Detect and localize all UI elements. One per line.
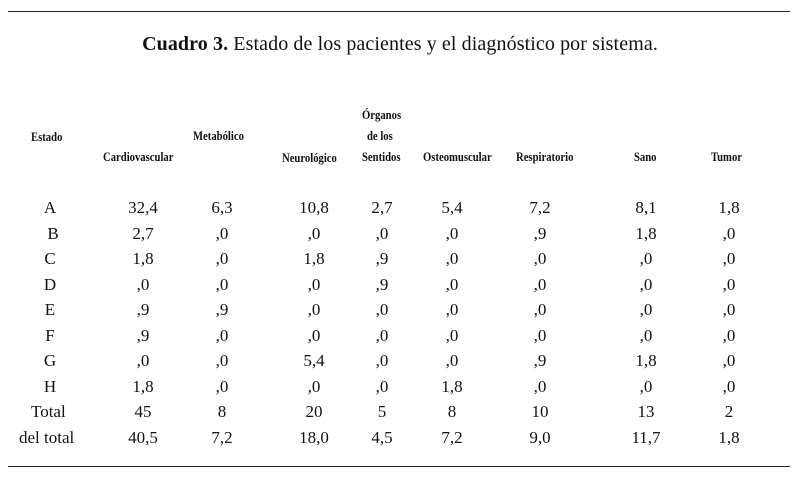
table-cell: 8 [447, 402, 457, 421]
table-cell: 8,1 [635, 198, 657, 217]
header-cardiovascular: Cardiovascular [103, 149, 174, 164]
table-cell: ,9 [215, 300, 229, 319]
table-cell: ,0 [445, 249, 459, 268]
table-cell: 1,8 [718, 198, 740, 217]
table-cell: ,0 [639, 249, 653, 268]
table-cell: ,0 [533, 300, 547, 319]
table-cell: ,0 [375, 376, 389, 396]
table-cell: 9,0 [529, 427, 551, 447]
table-cell: 5 [377, 402, 387, 421]
table-cell: 1,8 [635, 223, 657, 243]
table-cell: ,0 [215, 325, 229, 345]
table-cell: ,0 [307, 223, 321, 243]
table-cell: ,0 [445, 300, 459, 319]
table-cell: ,0 [215, 274, 229, 294]
row-label: E [44, 300, 56, 319]
table-cell: ,9 [136, 300, 150, 319]
table-cell: ,0 [215, 223, 229, 243]
table-cell: ,0 [639, 274, 653, 294]
table-cell: ,0 [722, 274, 736, 294]
table-cell: ,0 [375, 325, 389, 345]
table-cell: 1,8 [635, 351, 657, 370]
table-cell: ,0 [445, 274, 459, 294]
bottom-rule [8, 466, 790, 467]
table-cell: 5,4 [303, 351, 325, 370]
table-cell: ,0 [136, 274, 150, 294]
table-cell: ,9 [533, 351, 547, 370]
row-label: B [47, 223, 59, 243]
table-cell: 8 [217, 402, 227, 421]
table-cell: 11,7 [631, 427, 661, 447]
table-cell: 1,8 [132, 376, 154, 396]
row-label: A [43, 198, 57, 217]
table-cell: ,0 [722, 325, 736, 345]
table-cell: ,0 [722, 376, 736, 396]
table-cell: 2,7 [371, 198, 393, 217]
table-cell: ,0 [307, 274, 321, 294]
table-cell: ,0 [136, 351, 150, 370]
table-cell: 13 [637, 402, 655, 421]
table-cell: 45 [134, 402, 152, 421]
table-cell: 1,8 [441, 376, 463, 396]
table-cell: ,0 [533, 249, 547, 268]
table-cell: 40,5 [128, 427, 158, 447]
table-cell: ,0 [307, 300, 321, 319]
table-cell: ,0 [533, 274, 547, 294]
title-label: Cuadro 3. [142, 33, 229, 55]
header-respiratorio: Respiratorio [516, 149, 574, 164]
table-cell: 7,2 [529, 198, 551, 217]
table-cell: ,0 [375, 300, 389, 319]
table-cell: 10,8 [299, 198, 329, 217]
table-cell: ,9 [375, 249, 389, 268]
table-cell: 2,7 [132, 223, 154, 243]
row-label: Total [31, 402, 66, 421]
table-cell: ,0 [533, 376, 547, 396]
table-cell: 6,3 [211, 198, 233, 217]
table-cell: ,0 [533, 325, 547, 345]
table-cell: ,0 [445, 223, 459, 243]
table-cell: 5,4 [441, 198, 463, 217]
row-label: D [43, 274, 57, 294]
row-label: del total [19, 427, 75, 447]
title-text: Estado de los pacientes y el diagnóstico por sistema. [233, 33, 658, 55]
table-cell: 7,2 [441, 427, 463, 447]
table-cell: ,0 [307, 325, 321, 345]
header-sano: Sano [634, 149, 657, 164]
table-cell: ,9 [136, 325, 150, 345]
table-cell: ,0 [639, 376, 653, 396]
header-estado: Estado [31, 129, 63, 144]
table-cell: ,0 [639, 300, 653, 319]
header-osteomuscular: Osteomuscular [423, 149, 492, 164]
table-cell: ,9 [375, 274, 389, 294]
table-cell: 32,4 [128, 198, 158, 217]
table-cell: 1,8 [303, 249, 325, 268]
table-cell: ,0 [307, 376, 321, 396]
table-cell: ,0 [639, 325, 653, 345]
table-cell: 1,8 [718, 427, 740, 447]
table-cell: ,0 [375, 351, 389, 370]
table-cell: ,0 [722, 223, 736, 243]
header-tumor: Tumor [711, 149, 743, 164]
header-organos-line2: de los [367, 128, 393, 143]
table-cell: ,0 [445, 351, 459, 370]
row-label: H [43, 376, 57, 396]
table-cell: ,0 [215, 351, 229, 370]
table-cell: ,0 [445, 325, 459, 345]
header-organos-line3: Sentidos [362, 149, 401, 164]
row-label: C [44, 249, 56, 268]
table-cell: ,0 [215, 249, 229, 268]
top-rule [8, 11, 790, 12]
table-cell: ,0 [722, 249, 736, 268]
table-cell: 7,2 [211, 427, 233, 447]
table-cell: ,0 [722, 351, 736, 370]
table-cell: ,0 [375, 223, 389, 243]
table-cell: 10 [531, 402, 549, 421]
table-cell: ,0 [215, 376, 229, 396]
table-cell: ,9 [533, 223, 547, 243]
table-cell: 20 [305, 402, 323, 421]
header-organos-line1: Órganos [362, 107, 402, 122]
table-cell: 4,5 [371, 427, 393, 447]
table-cell: 18,0 [299, 427, 329, 447]
row-label: F [45, 325, 55, 345]
table-title [0, 33, 800, 56]
table-cell: 2 [724, 402, 734, 421]
row-label: G [43, 351, 57, 370]
header-metabolico: Metabólico [193, 128, 244, 143]
header-neurologico: Neurológico [282, 150, 337, 165]
table-cell: 1,8 [132, 249, 154, 268]
table-cell: ,0 [722, 300, 736, 319]
